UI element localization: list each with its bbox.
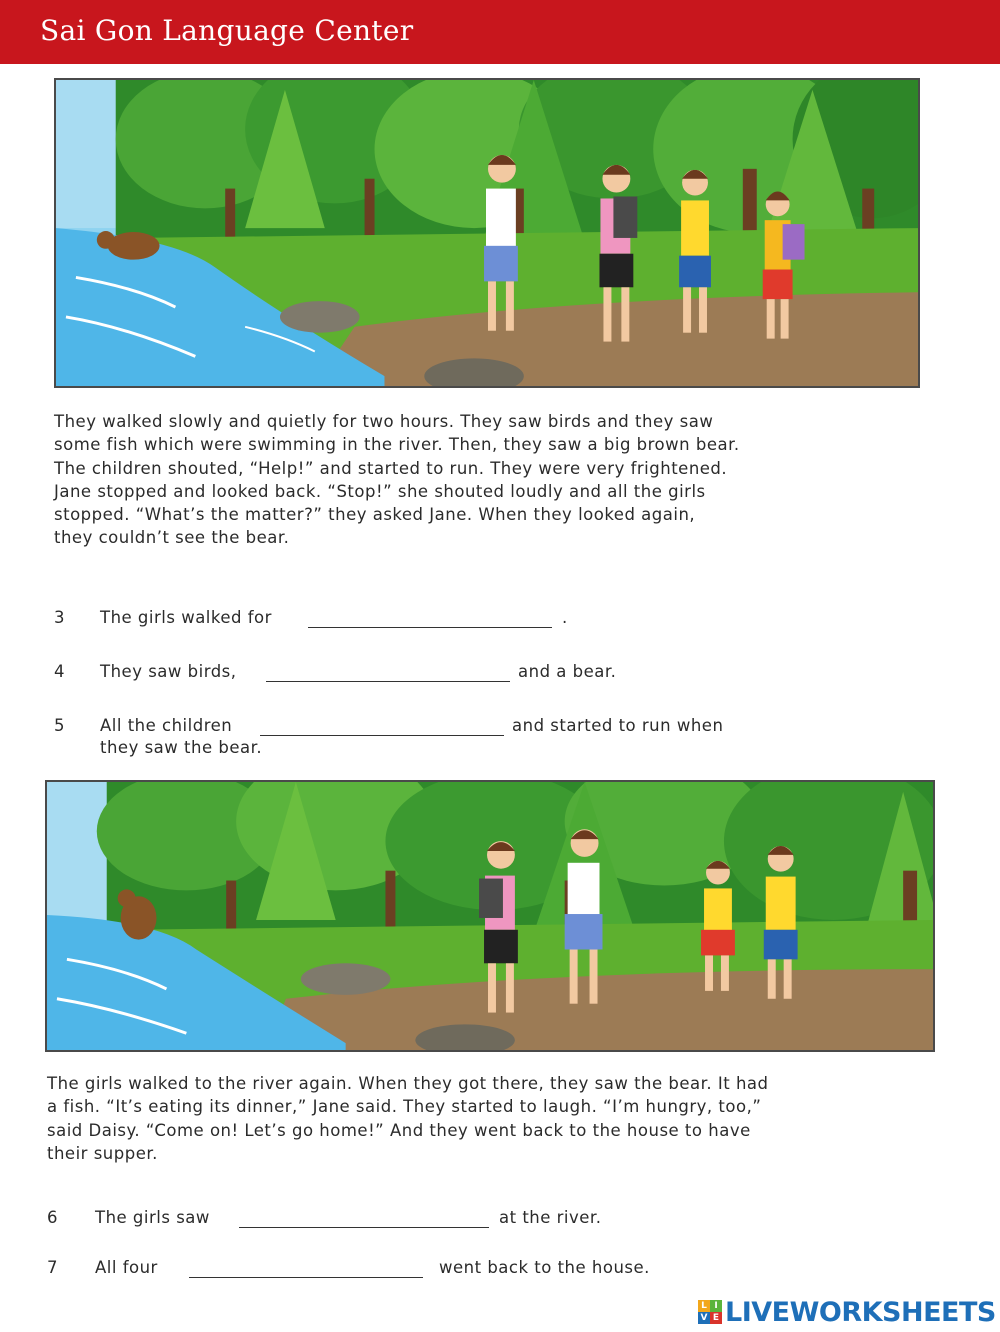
passage-line: Jane stopped and looked back. “Stop!” she shouted loudly and all the girls	[54, 481, 706, 501]
question-number: 6	[47, 1208, 58, 1227]
story-passage-1	[54, 410, 884, 550]
question-number: 4	[54, 662, 65, 681]
question-text-before: They saw birds,	[100, 662, 237, 681]
passage-line: The children shouted, “Help!” and started to run. They were very frightened.	[54, 458, 728, 478]
question-7	[47, 1258, 707, 1284]
logo-letter: I	[710, 1300, 722, 1312]
passage-line: they couldn’t see the bear.	[54, 528, 290, 548]
answer-field-7[interactable]	[189, 1256, 423, 1278]
question-text-after: and a bear.	[518, 662, 617, 681]
passage-line: stopped. “What’s the matter?” they asked Jane. When they looked again,	[54, 505, 696, 525]
question-text-after: went back to the house.	[439, 1258, 650, 1277]
story-illustration-2	[45, 780, 935, 1052]
passage-line: They walked slowly and quietly for two hours. They saw birds and they saw	[54, 412, 714, 431]
question-number: 5	[54, 716, 65, 735]
question-6	[47, 1208, 667, 1234]
question-text-before: The girls walked for	[100, 608, 272, 627]
question-number: 7	[47, 1258, 58, 1277]
question-5	[54, 716, 814, 766]
page-title: Sai Gon Language Center	[40, 14, 414, 47]
brand-name: LIVEWORKSHEETS	[725, 1296, 996, 1328]
question-text-continued: they saw the bear.	[100, 738, 263, 757]
question-text-after: at the river.	[499, 1208, 602, 1227]
story-passage-2	[47, 1072, 927, 1165]
answer-field-5[interactable]	[260, 714, 504, 736]
passage-line: their supper.	[47, 1143, 158, 1163]
answer-field-6[interactable]	[239, 1206, 489, 1228]
passage-line: a fish. “It’s eating its dinner,” Jane said. They started to laugh. “I’m hungry, too,”	[47, 1097, 762, 1117]
logo-letter: V	[698, 1312, 710, 1324]
logo-letter: E	[710, 1312, 722, 1324]
page-header	[0, 0, 1000, 64]
answer-field-3[interactable]	[308, 606, 552, 628]
question-text-before: All four	[95, 1258, 158, 1277]
answer-field-4[interactable]	[266, 660, 510, 682]
logo-letter: L	[698, 1300, 710, 1312]
liveworksheets-brand[interactable]	[698, 1295, 996, 1329]
question-3	[54, 608, 654, 634]
passage-line: The girls walked to the river again. When they got there, they saw the bear. It had	[47, 1074, 769, 1093]
question-number: 3	[54, 608, 65, 627]
question-text-after: and started to run when	[512, 716, 724, 735]
passage-line: said Daisy. “Come on! Let’s go home!” And they went back to the house to have	[47, 1120, 751, 1140]
question-4	[54, 662, 694, 688]
passage-line: some fish which were swimming in the river. Then, they saw a big brown bear.	[54, 435, 740, 455]
liveworksheets-logo-icon	[698, 1300, 722, 1324]
question-text-before: The girls saw	[95, 1208, 210, 1227]
question-text-after: .	[562, 608, 568, 627]
question-text-before: All the children	[100, 716, 233, 735]
story-illustration-1	[54, 78, 920, 388]
